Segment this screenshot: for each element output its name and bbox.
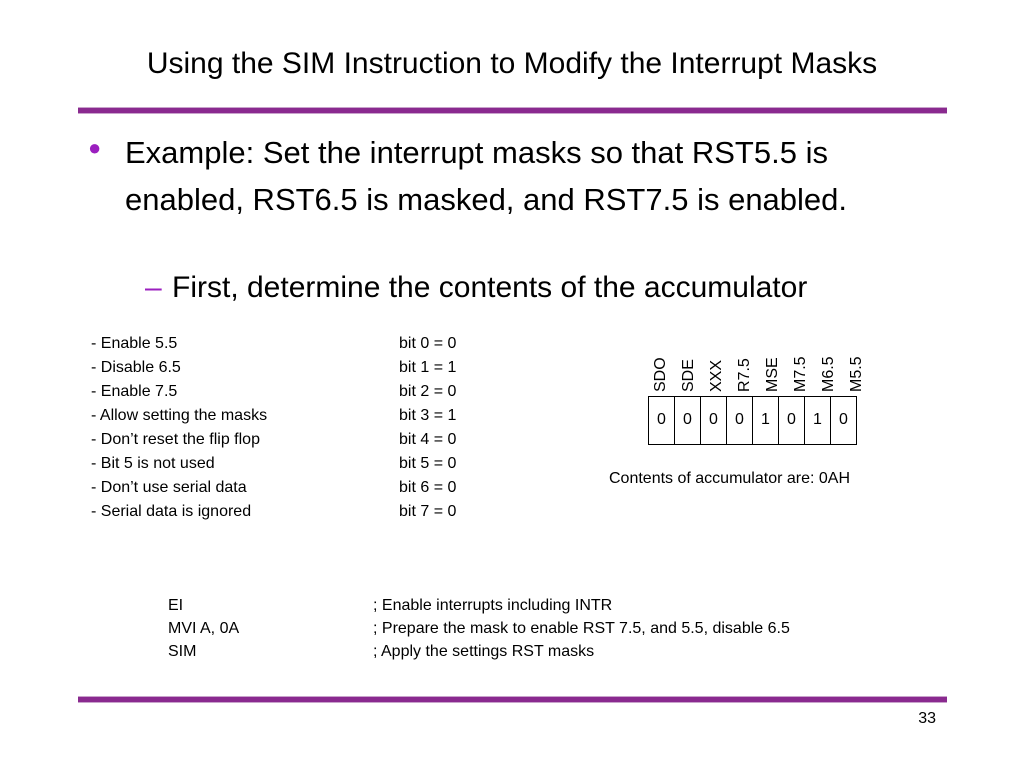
code-instruction: EI <box>168 597 184 614</box>
bit-setting-desc: - Bit 5 is not used <box>91 455 215 472</box>
register-row <box>649 397 857 445</box>
bit-setting-desc: - Don’t reset the flip flop <box>91 431 260 448</box>
register-bit-cell: 0 <box>831 397 857 445</box>
register-label-m65: M6.5 <box>820 356 837 392</box>
bit-setting-value: bit 1 = 1 <box>399 359 457 376</box>
bit-setting-desc: - Enable 5.5 <box>91 335 178 352</box>
bottom-divider <box>78 696 947 703</box>
bit-setting-row <box>91 404 491 428</box>
accumulator-contents-note: Contents of accumulator are: 0AH <box>609 470 851 487</box>
sub-bullet-dash: – <box>145 271 162 304</box>
register-label-m75: M7.5 <box>792 356 809 392</box>
code-instruction: SIM <box>168 643 197 660</box>
bit-setting-desc: - Disable 6.5 <box>91 359 181 376</box>
slide-title: Using the SIM Instruction to Modify the Interrupt Masks <box>146 47 878 80</box>
bit-setting-row <box>91 356 491 380</box>
bit-setting-row <box>91 452 491 476</box>
bullet-dot-icon: ● <box>88 135 102 160</box>
code-comment: ; Prepare the mask to enable RST 7.5, and 5.5, disable 6.5 <box>373 620 790 637</box>
code-line <box>168 640 908 663</box>
bit-settings-list <box>91 332 491 524</box>
register-label-m55: M5.5 <box>848 356 865 392</box>
register-label-sdo: SDO <box>652 357 669 392</box>
register-label-r75: R7.5 <box>736 358 753 392</box>
bit-setting-desc: - Don’t use serial data <box>91 479 247 496</box>
bit-setting-value: bit 0 = 0 <box>399 335 457 352</box>
bit-setting-value: bit 7 = 0 <box>399 503 457 520</box>
register-bit-cell: 0 <box>701 397 727 445</box>
bit-setting-desc: - Enable 7.5 <box>91 383 178 400</box>
code-line <box>168 594 908 617</box>
code-comment: ; Enable interrupts including INTR <box>373 597 613 614</box>
bit-setting-value: bit 3 = 1 <box>399 407 457 424</box>
page-number: 33 <box>918 710 936 727</box>
code-instruction: MVI A, 0A <box>168 620 240 637</box>
top-divider <box>78 107 947 114</box>
register-label-mse: MSE <box>764 357 781 392</box>
bit-setting-desc: - Serial data is ignored <box>91 503 252 520</box>
register-bit-cell: 0 <box>675 397 701 445</box>
register-bit-cell: 0 <box>779 397 805 445</box>
assembly-code-block <box>168 594 908 663</box>
register-bit-cell: 0 <box>727 397 753 445</box>
bit-setting-value: bit 5 = 0 <box>399 455 457 472</box>
bit-setting-desc: - Allow setting the masks <box>91 407 268 424</box>
register-label-sde: SDE <box>680 359 697 392</box>
bit-setting-value: bit 4 = 0 <box>399 431 457 448</box>
register-bit-cell: 1 <box>753 397 779 445</box>
sub-bullet: First, determine the contents of the accumulator <box>172 271 808 304</box>
main-bullet: Example: Set the interrupt masks so that RST5.5 is enabled, RST6.5 is masked, and RST7.5 is enabled. <box>125 135 848 217</box>
bit-setting-value: bit 6 = 0 <box>399 479 457 496</box>
accumulator-register <box>648 396 857 445</box>
bit-setting-row <box>91 500 491 524</box>
bit-setting-row <box>91 332 491 356</box>
register-bit-cell: 1 <box>805 397 831 445</box>
bit-setting-row <box>91 476 491 500</box>
code-line <box>168 617 908 640</box>
bit-setting-value: bit 2 = 0 <box>399 383 457 400</box>
register-label-xxx: XXX <box>708 359 725 392</box>
code-comment: ; Apply the settings RST masks <box>373 643 595 660</box>
bit-setting-row <box>91 380 491 404</box>
bit-setting-row <box>91 428 491 452</box>
register-bit-cell: 0 <box>649 397 675 445</box>
